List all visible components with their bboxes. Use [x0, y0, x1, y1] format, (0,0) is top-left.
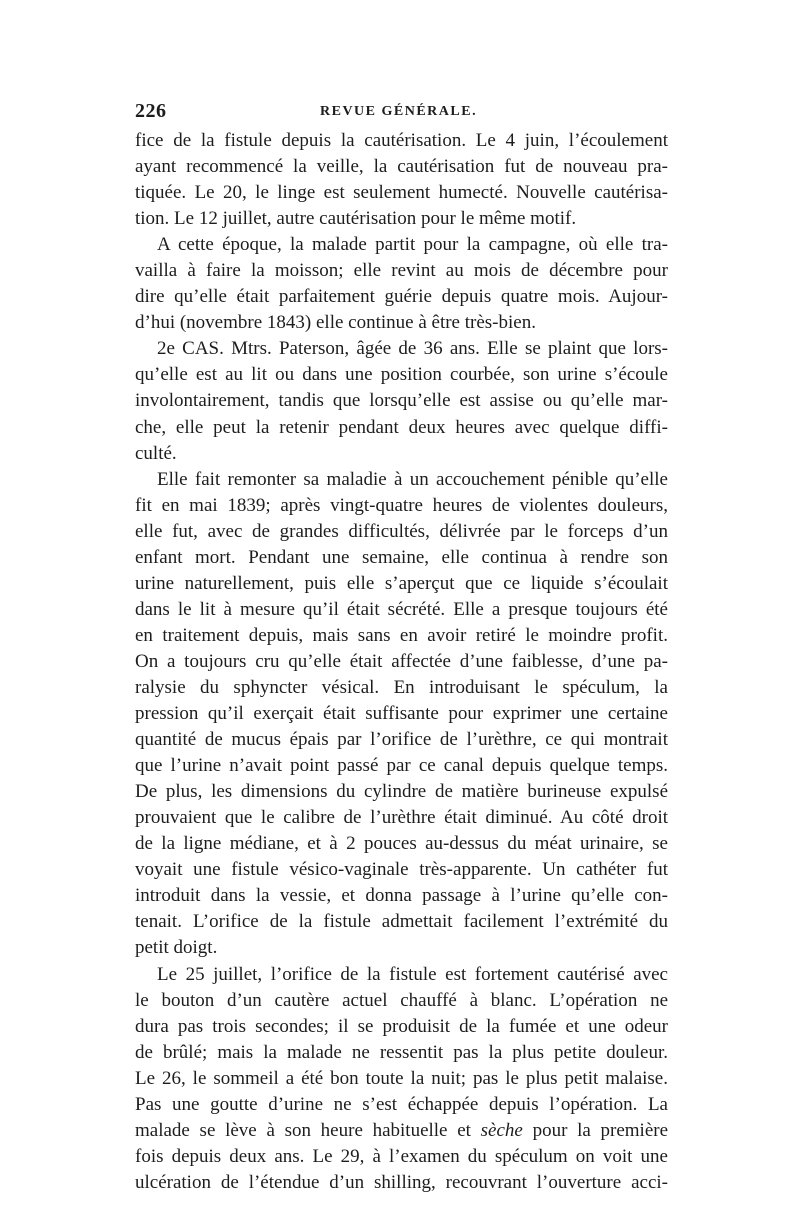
text-line: dura pas trois secondes; il se produisit de la fumée et une odeur: [135, 1015, 668, 1037]
text-line: tenait. L’orifice de la fistule admettait facilement l’extrémité du: [135, 911, 668, 933]
text-line: quantité de mucus épais par l’orifice de l’urèthre, ce qui montrait: [135, 729, 668, 751]
text-line: en traitement depuis, mais sans en avoir retiré le moindre profit.: [135, 624, 668, 646]
body-text: [135, 128, 668, 1196]
text-line: prouvaient que le calibre de l’urèthre était diminué. Au côté droit: [135, 807, 668, 829]
text-line: involontairement, tandis que lorsqu’elle est assise ou qu’elle mar-: [135, 390, 668, 412]
text-line: culté.: [135, 442, 177, 464]
text-line: enfant mort. Pendant une semaine, elle continua à rendre son: [135, 546, 668, 568]
text-line: che, elle peut la retenir pendant deux heures avec quelque diffi-: [135, 416, 668, 438]
text-line: De plus, les dimensions du cylindre de matière burineuse expulsé: [135, 781, 668, 803]
text-line: tion. Le 12 juillet, autre cautérisation pour le même motif.: [135, 208, 577, 230]
journal-title: REVUE GÉNÉRALE.: [320, 104, 478, 119]
text-line: de brûlé; mais la malade ne ressentit pas la plus petite douleur.: [135, 1041, 668, 1063]
text-line: ralysie du sphyncter vésical. En introduisant le spéculum, la: [135, 676, 668, 698]
text-line: vailla à faire la moisson; elle revint au mois de décembre pour: [135, 260, 668, 282]
text-segment: malade se lève à son heure habituelle et: [135, 1119, 471, 1141]
text-line: dans le lit à mesure qu’il était sécrété. Elle a presque toujours été: [135, 598, 668, 620]
text-segment: pour la première: [532, 1119, 668, 1141]
text-line: Le 26, le sommeil a été bon toute la nuit; pas le plus petit malaise.: [135, 1067, 668, 1089]
text-line: fice de la fistule depuis la cautérisation. Le 4 juin, l’écoulement: [135, 130, 668, 151]
text-line: Le 25 juillet, l’orifice de la fistule est fortement cautérisé avec: [157, 963, 668, 985]
running-head: [135, 100, 670, 128]
text-line: tiquée. Le 20, le linge est seulement humecté. Nouvelle cautérisa-: [135, 182, 668, 204]
text-line: de la ligne médiane, et à 2 pouces au-dessus du méat urinaire, se: [135, 833, 668, 855]
text-line: 2e CAS. Mtrs. Paterson, âgée de 36 ans. Elle se plaint que lors-: [157, 338, 668, 360]
text-line: ayant recommencé la veille, la cautérisation fut de nouveau pra-: [135, 156, 668, 178]
page-number: 226: [135, 100, 167, 122]
text-line: fit en mai 1839; après vingt-quatre heures de violentes douleurs,: [135, 494, 668, 516]
text-line: fois depuis deux ans. Le 29, à l’examen du spéculum on voit une: [135, 1145, 668, 1167]
text-line: urine naturellement, puis elle s’aperçut que ce liquide s’écoulait: [135, 572, 668, 594]
text-line: qu’elle est au lit ou dans une position courbée, son urine s’écoule: [135, 364, 668, 386]
text-line: Pas une goutte d’urine ne s’est échappée depuis l’opération. La: [135, 1093, 668, 1115]
text-line: elle fut, avec de grandes difficultés, délivrée par le forceps d’un: [135, 520, 668, 542]
italic-word: sèche: [480, 1119, 523, 1141]
text-line: A cette époque, la malade partit pour la campagne, où elle tra-: [157, 234, 668, 256]
text-line: petit doigt.: [135, 937, 218, 959]
text-line: voyait une fistule vésico-vaginale très-apparente. Un cathéter fut: [135, 859, 668, 881]
text-line: dire qu’elle était parfaitement guérie depuis quatre mois. Aujour-: [135, 286, 668, 308]
text-line: On a toujours cru qu’elle était affectée d’une faiblesse, d’une pa-: [135, 650, 668, 672]
text-line-with-italic: [135, 1118, 668, 1144]
text-line: pression qu’il exerçait était suffisante pour exprimer une certaine: [135, 703, 668, 725]
text-line: introduit dans la vessie, et donna passage à l’urine qu’elle con-: [135, 885, 668, 907]
text-line: le bouton d’un cautère actuel chauffé à blanc. L’opération ne: [135, 989, 668, 1011]
text-line: d’hui (novembre 1843) elle continue à être très-bien.: [135, 312, 536, 334]
text-line: Elle fait remonter sa maladie à un accouchement pénible qu’elle: [157, 468, 668, 490]
text-line: que l’urine n’avait point passé par ce canal depuis quelque temps.: [135, 755, 668, 777]
text-line: ulcération de l’étendue d’un shilling, recouvrant l’ouverture acci-: [135, 1171, 668, 1193]
